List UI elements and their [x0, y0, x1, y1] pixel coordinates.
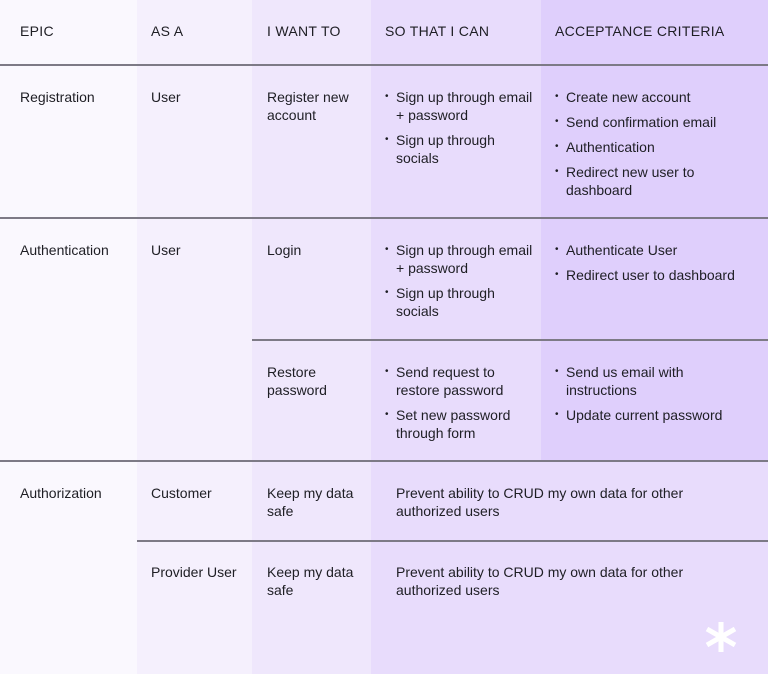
- header-as-a: AS A: [151, 23, 184, 39]
- role-cell: User: [151, 89, 181, 105]
- so-that-list: [385, 88, 535, 174]
- list-item: • Sign up through socials: [385, 131, 535, 167]
- asterisk-icon: [704, 620, 738, 654]
- epic-cell: Authorization: [20, 485, 102, 501]
- want-cell: Restore password: [267, 364, 327, 398]
- so-that-list: [385, 241, 535, 327]
- want-cell: Keep my data safe: [267, 564, 354, 598]
- want-cell: Login: [267, 242, 302, 258]
- list-item: • Authenticate User: [555, 241, 765, 259]
- list-item: • Sign up through email + password: [385, 88, 535, 124]
- epic-cell: Registration: [20, 89, 95, 105]
- divider: [137, 540, 768, 542]
- list-item: • Send request to restore password: [385, 363, 535, 399]
- outcome-cell: Prevent ability to CRUD my own data for other authorized users: [396, 564, 684, 598]
- role-cell: User: [151, 242, 181, 258]
- divider: [252, 339, 768, 341]
- list-item: • Set new password through form: [385, 406, 535, 442]
- header-i-want-to: I WANT TO: [267, 23, 341, 39]
- epic-cell: Authentication: [20, 242, 109, 258]
- list-item: • Redirect user to dashboard: [555, 266, 765, 284]
- want-cell: Keep my data safe: [267, 485, 354, 519]
- criteria-list: [555, 363, 745, 431]
- role-cell: Provider User: [151, 564, 237, 580]
- list-item: • Authentication: [555, 138, 755, 156]
- list-item: • Send us email with instructions: [555, 363, 705, 399]
- list-item: • Sign up through socials: [385, 284, 535, 320]
- list-item: • Send confirmation email: [555, 113, 755, 131]
- list-item: • Redirect new user to dashboard: [555, 163, 715, 199]
- role-cell: Customer: [151, 485, 212, 501]
- list-item: • Create new account: [555, 88, 755, 106]
- criteria-list: [555, 88, 755, 206]
- divider: [0, 217, 768, 219]
- list-item: • Sign up through email + password: [385, 241, 535, 277]
- header-criteria: ACCEPTANCE CRITERIA: [555, 23, 725, 39]
- so-that-list: [385, 363, 535, 449]
- header-so-that: SO THAT I CAN: [385, 23, 490, 39]
- divider: [0, 460, 768, 462]
- list-item: • Update current password: [555, 406, 745, 424]
- want-cell: Register new account: [267, 89, 349, 123]
- outcome-cell: Prevent ability to CRUD my own data for other authorized users: [396, 485, 684, 519]
- criteria-list: [555, 241, 765, 291]
- divider: [0, 64, 768, 66]
- header-epic: EPIC: [20, 23, 54, 39]
